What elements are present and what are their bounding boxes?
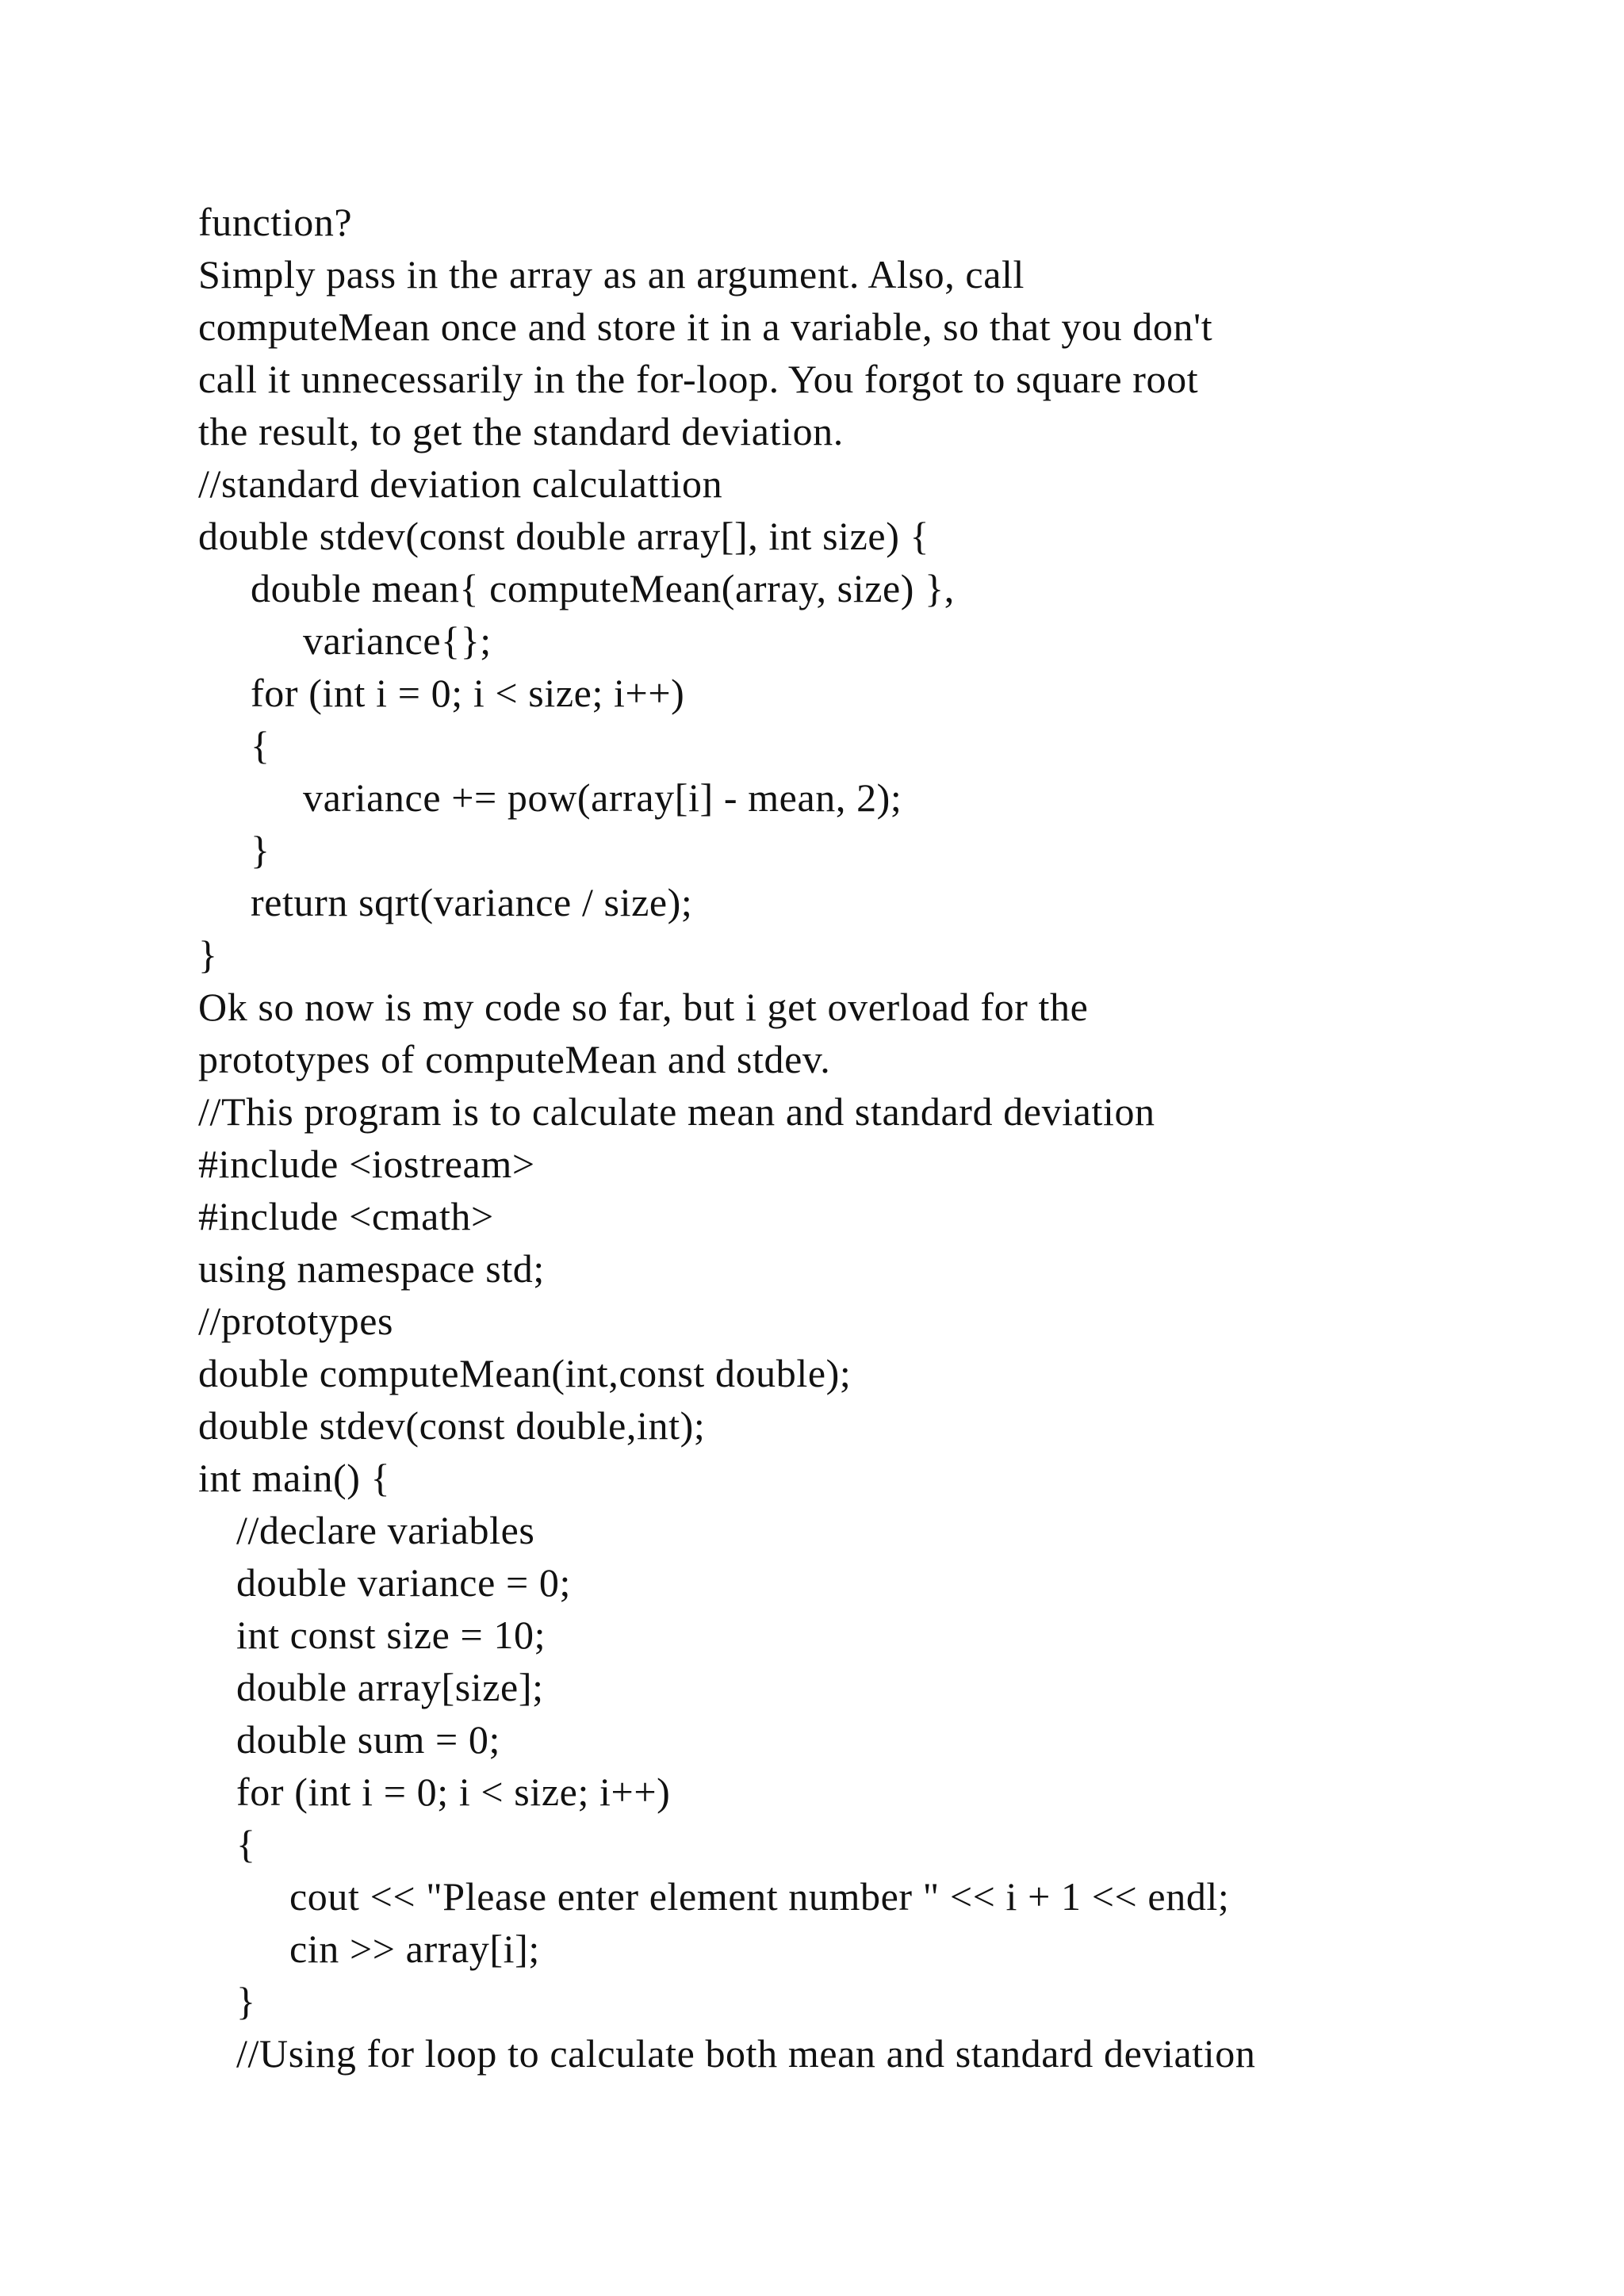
text-line: //standard deviation calculattion xyxy=(198,461,723,506)
text-line: { xyxy=(251,723,270,767)
text-line: double array[size]; xyxy=(236,1665,544,1709)
text-line: Ok so now is my code so far, but i get overload for the xyxy=(198,985,1089,1029)
text-line: cin >> array[i]; xyxy=(289,1927,540,1971)
text-line: //prototypes xyxy=(198,1299,394,1343)
text-line: for (int i = 0; i < size; i++) xyxy=(236,1770,671,1814)
text-line: cout << "Please enter element number " << i + 1 << endl; xyxy=(289,1874,1230,1919)
text-line: } xyxy=(251,828,270,872)
text-line: { xyxy=(236,1822,256,1866)
text-line: using namespace std; xyxy=(198,1246,545,1291)
text-line: for (int i = 0; i < size; i++) xyxy=(251,671,685,715)
text-line: //declare variables xyxy=(236,1508,535,1552)
text-line: #include <cmath> xyxy=(198,1194,494,1238)
text-line: call it unnecessarily in the for-loop. You forgot to square root xyxy=(198,357,1199,401)
text-line: the result, to get the standard deviation. xyxy=(198,409,844,453)
text-line: function? xyxy=(198,200,353,244)
text-line: prototypes of computeMean and stdev. xyxy=(198,1037,831,1081)
text-line: } xyxy=(236,1979,256,2023)
text-line: return sqrt(variance / size); xyxy=(251,880,693,924)
text-line: computeMean once and store it in a variable, so that you don't xyxy=(198,304,1213,349)
text-line: double stdev(const double array[], int size) { xyxy=(198,514,930,558)
text-line: #include <iostream> xyxy=(198,1142,535,1186)
text-line: double variance = 0; xyxy=(236,1560,571,1605)
text-line: double computeMean(int,const double); xyxy=(198,1351,852,1395)
text-line: variance += pow(array[i] - mean, 2); xyxy=(303,775,902,820)
text-line: //This program is to calculate mean and standard deviation xyxy=(198,1089,1155,1134)
text-line: //Using for loop to calculate both mean and standard deviation xyxy=(236,2031,1256,2076)
text-line: double stdev(const double,int); xyxy=(198,1403,706,1448)
text-line: variance{}; xyxy=(303,618,492,663)
text-line: Simply pass in the array as an argument. Also, call xyxy=(198,252,1025,297)
text-line: } xyxy=(198,932,218,977)
text-line: int main() { xyxy=(198,1456,391,1500)
text-line: double sum = 0; xyxy=(236,1717,501,1762)
text-line: int const size = 10; xyxy=(236,1613,546,1657)
text-line: double mean{ computeMean(array, size) }, xyxy=(251,566,955,610)
